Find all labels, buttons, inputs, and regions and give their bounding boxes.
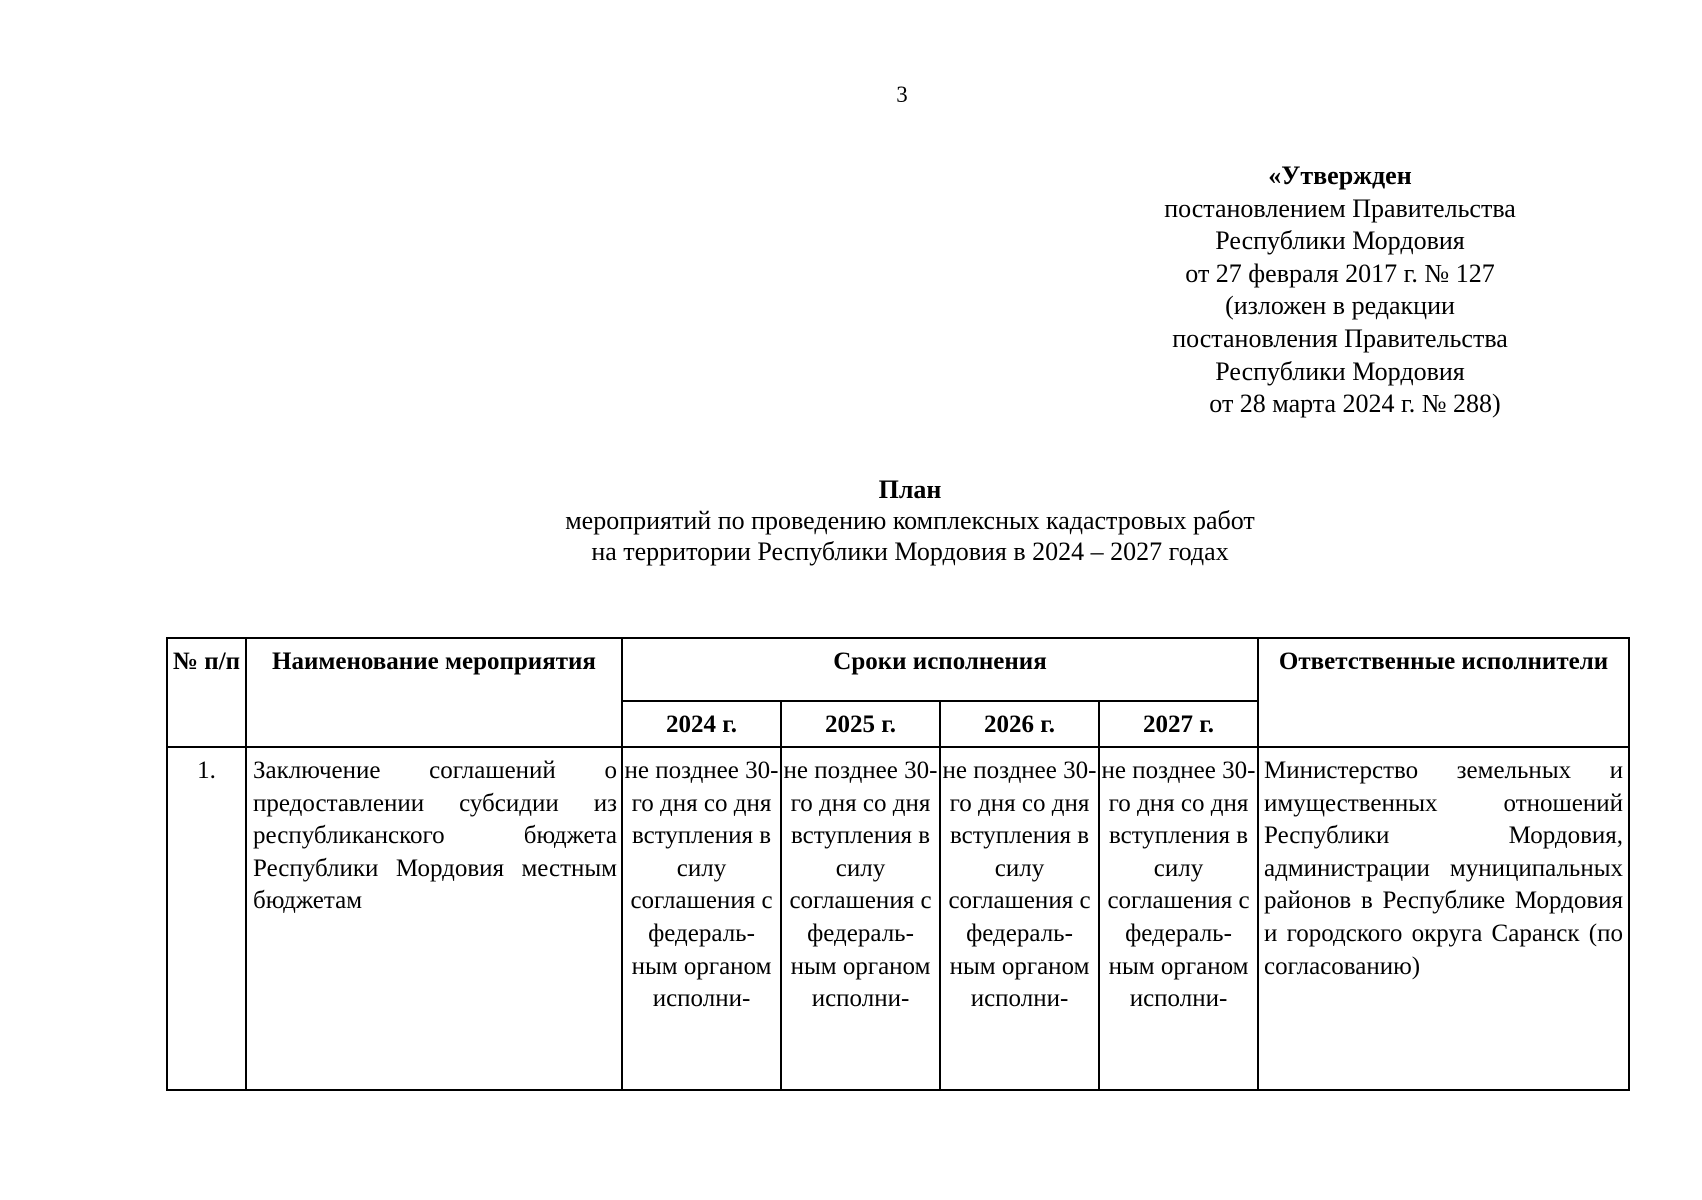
plan-subtitle: на территории Республики Мордовия в 2024 – 2027 годах (591, 537, 1229, 566)
approval-title: «Утвержден (1268, 161, 1412, 190)
approval-line: (изложен в редакции (1225, 291, 1455, 321)
approval-stamp (1125, 160, 1555, 421)
row-number: 1. (167, 747, 246, 1090)
header-year-2024: 2024 г. (622, 701, 781, 747)
header-year-2027: 2027 г. (1099, 701, 1258, 747)
header-terms: Сроки исполнения (622, 638, 1258, 701)
approval-line: постановлением Правительства (1164, 193, 1516, 223)
plan-subtitle: мероприятий по проведению комплексных кадастровых работ (565, 506, 1255, 535)
row-term-2026: не позднее 30-го дня со дня вступления в силу соглашения с федераль- ным органом исполни- (940, 747, 1099, 1090)
approval-line: от 28 марта 2024 г. № 288) (1209, 389, 1501, 419)
approval-line: Республики Мордовия (1215, 356, 1465, 386)
plan-heading (430, 474, 1390, 567)
row-responsible: Министерство земельных и имущественных отношений Республики Мордовия, администрации муниципальных районов в Республике Мордовия и городского округа Саранск (по согласованию) (1258, 747, 1629, 1090)
approval-line: постановления Правительства (1172, 323, 1508, 353)
header-name: Наименование мероприятия (246, 638, 622, 747)
header-number: № п/п (167, 638, 246, 747)
plan-title: План (878, 475, 942, 504)
row-name: Заключение соглашений о предоставлении субсидии из республиканского бюджета Республики Мордовия местным бюджетам (246, 747, 622, 1090)
approval-line: от 27 февраля 2017 г. № 127 (1185, 258, 1495, 288)
row-term-2025: не позднее 30-го дня со дня вступления в силу соглашения с федераль- ным органом исполни- (781, 747, 940, 1090)
approval-line: Республики Мордовия (1215, 226, 1465, 256)
row-term-2027: не позднее 30-го дня со дня вступления в силу соглашения с федераль- ным органом исполни- (1099, 747, 1258, 1090)
header-year-2026: 2026 г. (940, 701, 1099, 747)
plan-table (166, 637, 1630, 1091)
table-row (167, 747, 1629, 1090)
header-year-2025: 2025 г. (781, 701, 940, 747)
row-term-2024: не позднее 30-го дня со дня вступления в силу соглашения с федераль- ным органом исполни- (622, 747, 781, 1090)
page-number: 3 (896, 82, 908, 107)
header-responsible: Ответственные исполнители (1258, 638, 1629, 747)
